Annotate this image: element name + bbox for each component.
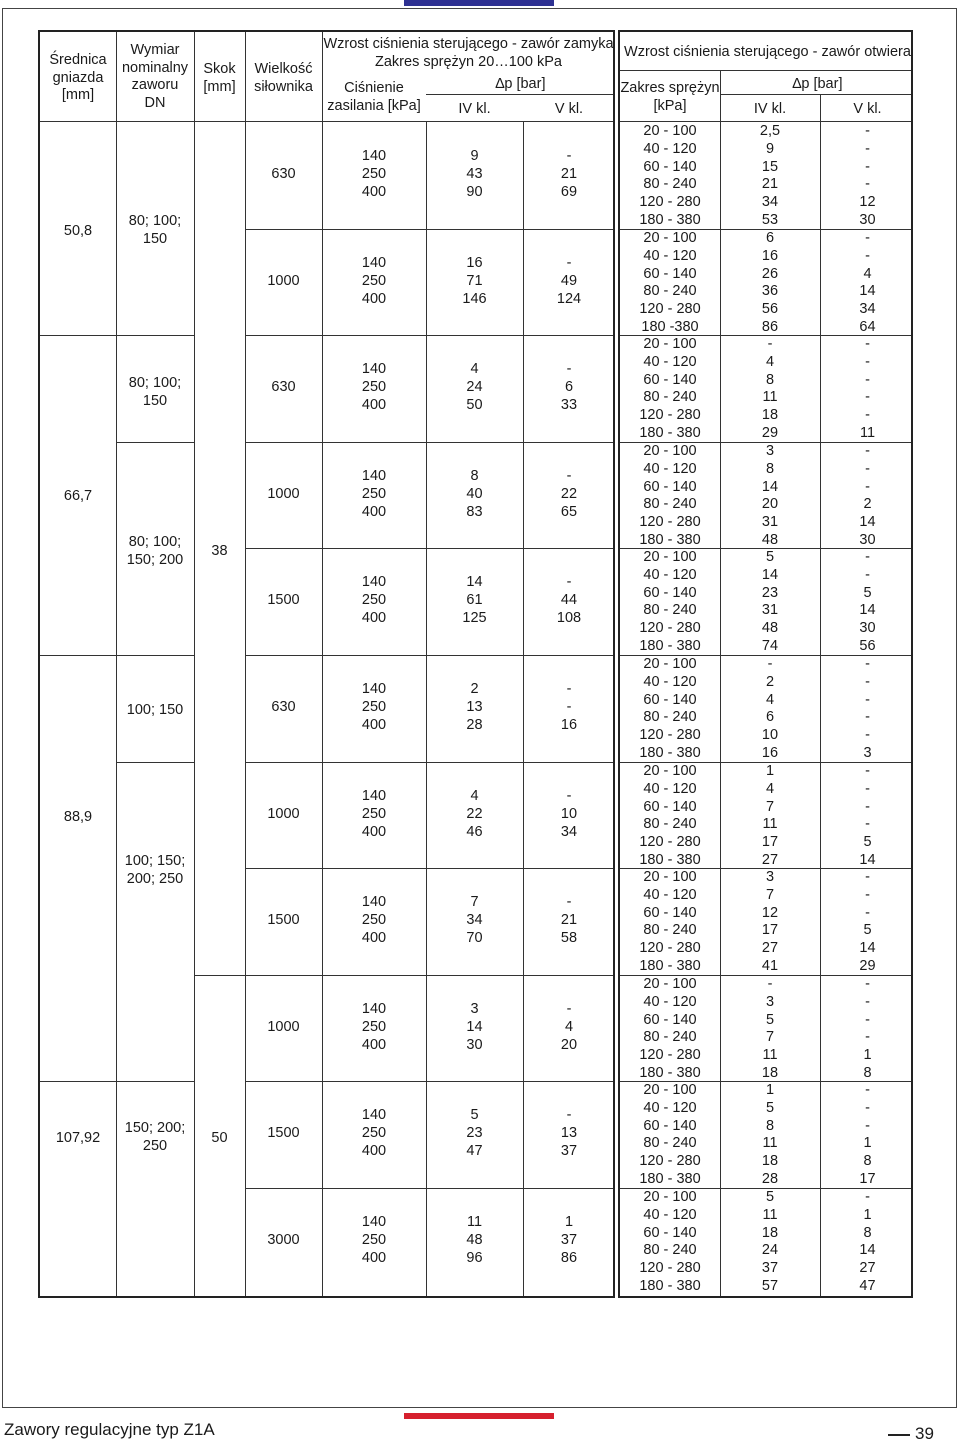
dp-v-cell: - - 16 — [560, 681, 578, 733]
pressure-cell: 140 250 400 — [361, 255, 387, 307]
dp-iv-cell: 7 34 70 — [466, 894, 483, 946]
row-divider — [245, 335, 613, 336]
open-v-cell: - - 4 14 34 64 — [859, 230, 876, 335]
row-divider — [245, 762, 613, 763]
spring-range-cell: 20 - 100 40 - 120 60 - 140 80 - 240 120 - 280 180 - 380 — [639, 976, 701, 1081]
open-v-cell: - - - - 5 14 — [859, 763, 876, 868]
dn-cell: 100; 150 — [126, 702, 184, 718]
header-srednica: Średnica gniazda [mm] — [49, 52, 107, 103]
pressure-cell: 140 250 400 — [361, 894, 387, 946]
row-divider — [245, 655, 613, 656]
row-divider — [426, 94, 613, 95]
header-opening-title: Wzrost ciśnienia sterującego - zawór otwiera — [624, 44, 911, 60]
open-iv-cell: 6 16 26 36 56 86 — [761, 230, 779, 335]
open-iv-cell: 2,5 9 15 21 34 53 — [759, 123, 781, 228]
srednica-50-8: 50,8 — [63, 223, 93, 239]
dp-iv-cell: 2 13 28 — [466, 681, 483, 733]
dp-iv-cell: 8 40 83 — [466, 468, 483, 520]
pressure-cell: 140 250 400 — [361, 1001, 387, 1053]
spring-range-cell: 20 - 100 40 - 120 60 - 140 80 - 240 120 - 280 180 - 380 — [639, 1082, 701, 1187]
top-accent-bar — [404, 0, 554, 6]
open-v-cell: - - - 5 14 29 — [859, 869, 876, 974]
pressure-cell: 140 250 400 — [361, 1214, 387, 1266]
spring-range-cell: 20 - 100 40 - 120 60 - 140 80 - 240 120 - 280 180 - 380 — [639, 869, 701, 974]
col-divider — [720, 70, 721, 1296]
dn-cell: 100; 150; 200; 250 — [124, 853, 186, 887]
silownik-cell: 1000 — [267, 486, 300, 503]
pressure-cell: 140 250 400 — [361, 788, 387, 840]
row-divider — [116, 335, 194, 336]
spring-range-cell: 20 - 100 40 - 120 60 - 140 80 - 240 120 - 280 180 - 380 — [639, 763, 701, 868]
header-zakres: Zakres sprężyn [kPa] — [620, 80, 720, 114]
header-iv-right: IV kl. — [753, 101, 787, 117]
spring-range-cell: 20 - 100 40 - 120 60 - 140 80 - 240 120 - 280 180 - 380 — [639, 549, 701, 654]
header-dn: Wymiar nominalny zaworu DN — [121, 42, 189, 111]
dn-cell: 150; 200; 250 — [124, 1120, 186, 1154]
row-divider — [116, 1081, 194, 1082]
row-divider — [245, 442, 613, 443]
row-divider — [116, 655, 194, 656]
dp-v-cell: - 21 58 — [560, 894, 578, 946]
silownik-cell: 1000 — [267, 1019, 300, 1036]
dp-v-cell: - 49 124 — [556, 255, 582, 307]
skok-38: 38 — [211, 543, 228, 559]
silownik-cell: 1500 — [267, 592, 300, 609]
open-iv-cell: - 2 4 6 10 16 — [761, 656, 779, 761]
row-divider — [194, 975, 245, 976]
skok-50: 50 — [211, 1130, 228, 1146]
row-divider — [245, 975, 613, 976]
open-v-cell: - - - 1 8 17 — [859, 1082, 876, 1187]
open-v-cell: - - - 2 14 30 — [859, 443, 876, 548]
open-iv-cell: - 4 8 11 18 29 — [761, 336, 779, 441]
silownik-cell: 630 — [271, 699, 296, 716]
header-v: V kl. — [554, 101, 584, 117]
dp-iv-cell: 16 71 146 — [462, 255, 487, 307]
open-v-cell: - - 5 14 30 56 — [859, 549, 876, 654]
row-divider — [40, 655, 116, 656]
open-v-cell: - - - - - 3 — [863, 656, 872, 761]
dp-v-cell: - 22 65 — [560, 468, 578, 520]
dp-v-cell: - 6 33 — [560, 361, 578, 413]
dn-cell: 80; 100; 150 — [128, 213, 182, 247]
header-closing-title: Wzrost ciśnienia sterującego - zawór zamyka Zakres sprężyn 20…100 kPa — [323, 36, 614, 70]
open-iv-cell: 1 5 8 11 18 28 — [761, 1082, 779, 1187]
dn-cell: 80; 100; 150; 200 — [126, 534, 184, 568]
header-iv: IV kl. — [458, 101, 491, 117]
silownik-cell: 630 — [271, 379, 296, 396]
row-divider — [245, 548, 613, 549]
header-cisnienie: Ciśnienie zasilania [kPa] — [327, 80, 421, 114]
dp-iv-cell: 5 23 47 — [466, 1107, 483, 1159]
footer-title: Zawory regulacyjne typ Z1A — [4, 1420, 215, 1439]
open-iv-cell: 5 14 23 31 48 74 — [761, 549, 779, 654]
spring-range-cell: 20 - 100 40 - 120 60 - 140 80 - 240 120 - 280 180 - 380 — [639, 336, 701, 441]
header-divider — [720, 94, 911, 95]
header-divider — [620, 121, 911, 122]
spring-range-cell: 20 - 100 40 - 120 60 - 140 80 - 240 120 - 280 180 - 380 — [639, 656, 701, 761]
silownik-cell: 1000 — [267, 273, 300, 290]
dp-v-cell: - 44 108 — [556, 574, 582, 626]
header-silownik: Wielkość siłownika — [254, 61, 313, 95]
bottom-accent-bar — [404, 1413, 554, 1419]
dn-cell: 80; 100; 150 — [128, 375, 182, 409]
dp-iv-cell: 11 48 96 — [466, 1214, 483, 1266]
spring-range-cell: 20 - 100 40 - 120 60 - 140 80 - 240 120 - 280 180 - 380 — [639, 1189, 701, 1294]
pressure-cell: 140 250 400 — [361, 1107, 387, 1159]
closing-table — [38, 30, 615, 1298]
col-divider — [820, 94, 821, 1296]
open-v-cell: - - - - - 11 — [859, 336, 876, 441]
row-divider — [40, 1081, 116, 1082]
row-divider — [245, 868, 613, 869]
row-divider — [245, 1081, 613, 1082]
col-divider — [194, 32, 195, 1296]
header-dp: ∆p [bar] — [495, 76, 546, 92]
col-divider — [245, 32, 246, 1296]
row-divider — [245, 229, 613, 230]
dp-v-cell: - 10 34 — [560, 788, 578, 840]
header-skok: Skok [mm] — [203, 61, 236, 95]
row-divider — [40, 121, 613, 122]
open-iv-cell: 1 4 7 11 17 27 — [761, 763, 779, 868]
srednica-107-92: 107,92 — [55, 1130, 101, 1146]
row-divider — [40, 335, 116, 336]
silownik-cell: 630 — [271, 166, 296, 183]
silownik-cell: 1500 — [267, 1125, 300, 1142]
pressure-cell: 140 250 400 — [361, 681, 387, 733]
row-divider — [245, 1188, 613, 1189]
footer-dash — [888, 1434, 910, 1436]
dp-v-cell: 1 37 86 — [560, 1214, 578, 1266]
srednica-66-7: 66,7 — [63, 488, 93, 504]
open-iv-cell: 3 7 12 17 27 41 — [761, 869, 779, 974]
header-divider — [620, 70, 911, 71]
spring-range-cell: 20 - 100 40 - 120 60 - 140 80 - 240 120 - 280 180 - 380 — [639, 123, 701, 228]
pressure-cell: 140 250 400 — [361, 148, 387, 200]
silownik-cell: 3000 — [267, 1232, 300, 1249]
open-iv-cell: 3 8 14 20 31 48 — [761, 443, 779, 548]
header-v-right: V kl. — [853, 101, 882, 117]
dp-v-cell: - 4 20 — [560, 1001, 578, 1053]
open-v-cell: - - - - 1 8 — [863, 976, 872, 1081]
pressure-cell: 140 250 400 — [361, 468, 387, 520]
row-divider — [116, 762, 194, 763]
header-dp-right: ∆p [bar] — [792, 76, 843, 92]
open-v-cell: - 1 8 14 27 47 — [859, 1189, 876, 1294]
open-v-cell: - - - - 12 30 — [859, 123, 876, 228]
dp-iv-cell: 4 24 50 — [466, 361, 483, 413]
page-number: 39 — [915, 1424, 934, 1443]
dp-iv-cell: 3 14 30 — [466, 1001, 483, 1053]
row-divider — [116, 442, 194, 443]
pressure-cell: 140 250 400 — [361, 574, 387, 626]
srednica-88-9: 88,9 — [63, 809, 93, 825]
dp-iv-cell: 4 22 46 — [466, 788, 483, 840]
dp-v-cell: - 13 37 — [560, 1107, 578, 1159]
pressure-cell: 140 250 400 — [361, 361, 387, 413]
open-iv-cell: 5 11 18 24 37 57 — [761, 1189, 779, 1294]
spring-range-cell: 20 - 100 40 - 120 60 - 140 80 - 240 120 - 280 180 -380 — [639, 230, 701, 335]
dp-iv-cell: 14 61 125 — [462, 574, 487, 626]
silownik-cell: 1500 — [267, 912, 300, 929]
silownik-cell: 1000 — [267, 806, 300, 823]
spring-range-cell: 20 - 100 40 - 120 60 - 140 80 - 240 120 - 280 180 - 380 — [639, 443, 701, 548]
dp-iv-cell: 9 43 90 — [466, 148, 483, 200]
opening-table — [618, 30, 913, 1298]
open-iv-cell: - 3 5 7 11 18 — [761, 976, 779, 1081]
dp-v-cell: - 21 69 — [560, 148, 578, 200]
